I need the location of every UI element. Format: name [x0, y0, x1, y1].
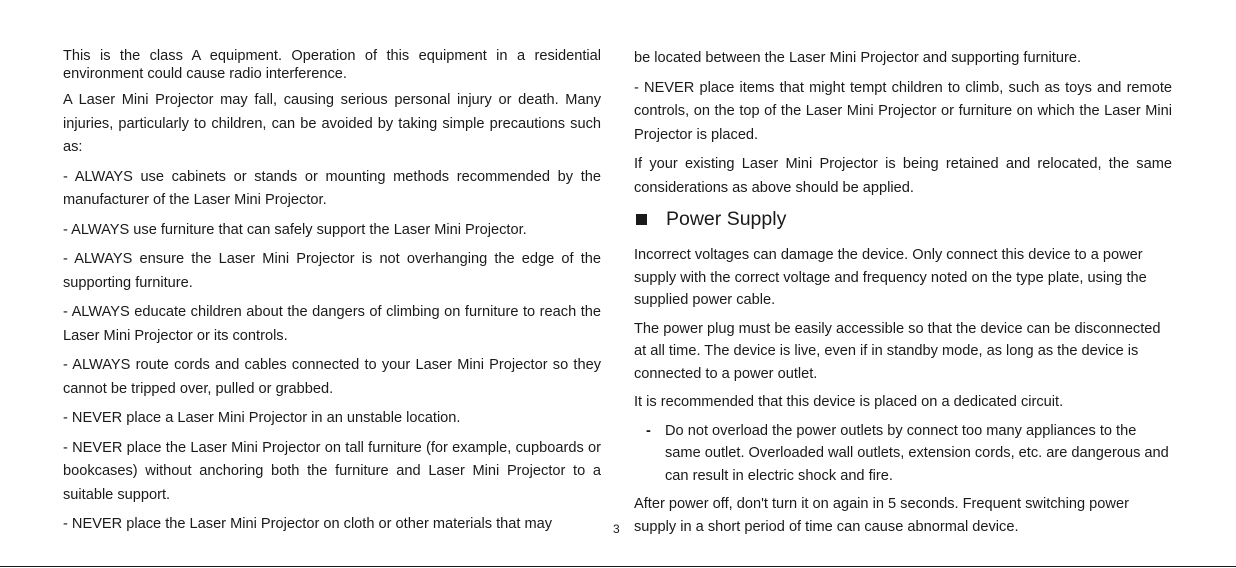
voltage-warning: Incorrect voltages can damage the device. Only connect this device to a power supply with the correct voltage and frequency noted on the type plate, using the supplied power cable.: [634, 247, 1147, 308]
precaution-overhanging: - ALWAYS ensure the Laser Mini Projector is not overhanging the edge of the supporting furniture.: [63, 251, 601, 291]
left-column: [63, 47, 601, 543]
precaution-cloth: - NEVER place the Laser Mini Projector on cloth or other materials that may: [63, 516, 553, 532]
section-title: Power Supply: [666, 207, 787, 230]
precaution-cloth-continued: be located between the Laser Mini Projector and supporting furniture.: [634, 50, 1081, 66]
precaution-cabinets: - ALWAYS use cabinets or stands or mounting methods recommended by the manufacturer of the Laser Mini Projector.: [63, 168, 601, 208]
square-bullet-icon: [636, 214, 647, 225]
precaution-unstable: - NEVER place a Laser Mini Projector in an unstable location.: [63, 410, 461, 426]
precaution-educate: - ALWAYS educate children about the dangers of climbing on furniture to reach the Laser Mini Projector or its controls.: [63, 304, 601, 344]
bottom-divider: [0, 566, 1236, 567]
relocation-note: If your existing Laser Mini Projector is being retained and relocated, the same considerations as above should be applied.: [634, 156, 1172, 196]
precaution-furniture: - ALWAYS use furniture that can safely support the Laser Mini Projector.: [63, 221, 527, 238]
dedicated-circuit-note: It is recommended that this device is placed on a dedicated circuit.: [634, 394, 1064, 410]
power-supply-heading: [634, 206, 1172, 232]
precaution-climb-items: - NEVER place items that might tempt children to climb, such as toys and remote controls, on the top of the Laser Mini Projector or furniture on which the Laser Mini Projector is placed.: [634, 79, 1172, 143]
power-plug-note: The power plug must be easily accessible so that the device can be disconnected at all time. The device is live, even if in standby mode, as long as the device is connected to a power outlet.: [634, 320, 1161, 382]
page-number: 3: [613, 522, 620, 536]
dash-bullet: -: [646, 422, 651, 439]
overload-warning: Do not overload the power outlets by connect too many appliances to the same outlet. Overloaded wall outlets, extension cords, etc. are dangerous and can result in electric shock and fire.: [665, 422, 1169, 484]
right-column: [634, 47, 1172, 544]
list-item: [646, 420, 1172, 488]
class-a-warning: This is the class A equipment. Operation of this equipment in a residential environment could cause radio interference.: [63, 48, 601, 82]
precaution-cords: - ALWAYS route cords and cables connected to your Laser Mini Projector so they cannot be tripped over, pulled or grabbed.: [63, 357, 601, 397]
precaution-tall-furniture: - NEVER place the Laser Mini Projector on tall furniture (for example, cupboards or bookcases) without anchoring both the furniture and Laser Mini Projector to a suitable support.: [63, 439, 601, 503]
power-cycle-note: After power off, don't turn it on again in 5 seconds. Frequent switching power supply in a short period of time can cause abnormal device.: [634, 496, 1129, 535]
fall-warning: A Laser Mini Projector may fall, causing serious personal injury or death. Many injuries, particularly to children, can be avoided by taking simple precautions such as:: [63, 92, 601, 155]
